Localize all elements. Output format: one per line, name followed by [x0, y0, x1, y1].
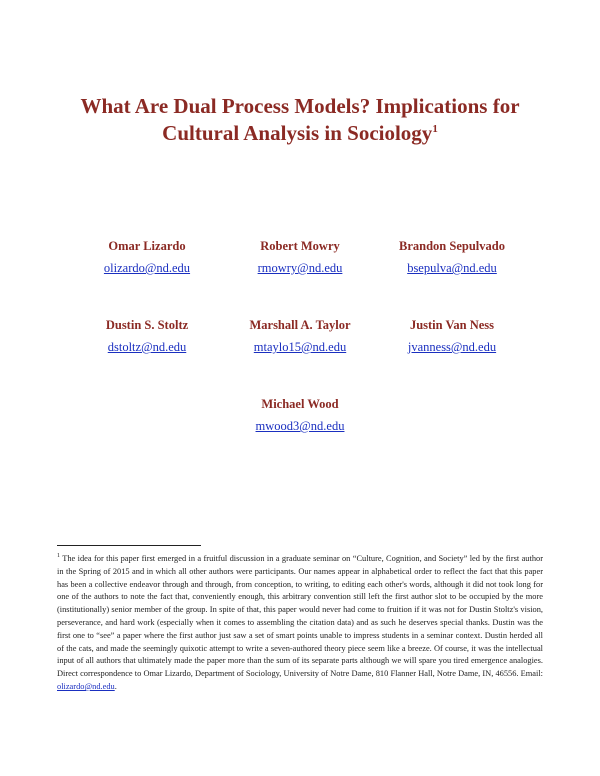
author-block — [352, 238, 552, 277]
author-name: Omar Lizardo — [108, 239, 186, 253]
title-footnote-marker[interactable]: 1 — [432, 123, 438, 135]
author-email-link[interactable]: olizardo@nd.edu — [103, 261, 191, 275]
author-name: Robert Mowry — [260, 239, 340, 253]
footnote-end: . — [114, 681, 117, 691]
author-block — [352, 317, 552, 356]
author-email-link[interactable]: jvanness@nd.edu — [407, 340, 497, 354]
paper-title — [40, 93, 560, 147]
author-block — [200, 396, 400, 435]
footnote-divider — [57, 545, 201, 546]
footnote-email-link[interactable]: olizardo@nd.edu — [57, 681, 115, 691]
author-name: Brandon Sepulvado — [399, 239, 505, 253]
author-name: Marshall A. Taylor — [249, 318, 351, 332]
footnote — [57, 553, 543, 694]
author-email-link[interactable]: rmowry@nd.edu — [257, 261, 343, 275]
author-email-link[interactable]: mtaylo15@nd.edu — [253, 340, 347, 354]
author-name: Justin Van Ness — [409, 318, 495, 332]
title-line-1: What Are Dual Process Models? Implications for — [80, 94, 520, 118]
author-name: Michael Wood — [261, 397, 339, 411]
author-email-link[interactable]: bsepulva@nd.edu — [407, 261, 497, 275]
author-email-link[interactable]: mwood3@nd.edu — [255, 419, 345, 433]
footnote-text: The idea for this paper first emerged in a fruitful discussion in a graduate seminar on “Culture, Cognition, and Society” led by the first author in the Spring of 2015 and in which all other authors were participants. Our names appear in alphabetical order to reflect the fact that this paper has been a collective endeavor through and through, from conception, to writing, to editing each other's words, although it did not took long for one of the authors to note the fact that, conveniently enough, this arbitrary convention still left the first author slot to be occupied by the more (institutionally) senior member of the group. In spite of that, this paper would never had come to fruition if it was not for Dustin Stoltz's vision, perseverance, and hard work (especially when it comes to assembling the citation data) and as such he deserves special thanks. Dustin was the first one to “see” a paper where the first author just saw a set of smart points unable to impress students in a seminar context. Dustin herded all of the cats, and made the seemingly quixotic attempt to write a seven-authored theory piece seem like a breeze. Of course, it was the intellectual input of all authors that ultimately made the paper more than the sum of its separate parts although we will spare you tired emergence analogies. Direct correspondence to Omar Lizardo, Department of Sociology, University of Notre Dame, 810 Flanner Hall, Notre Dame, IN, 46556. Email: — [57, 554, 543, 679]
author-name: Dustin S. Stoltz — [105, 318, 189, 332]
title-line-2 — [40, 120, 560, 147]
author-email-link[interactable]: dstoltz@nd.edu — [107, 340, 187, 354]
footnote-marker: 1 — [57, 553, 60, 560]
title-line-2-text: Cultural Analysis in Sociology — [162, 121, 433, 145]
